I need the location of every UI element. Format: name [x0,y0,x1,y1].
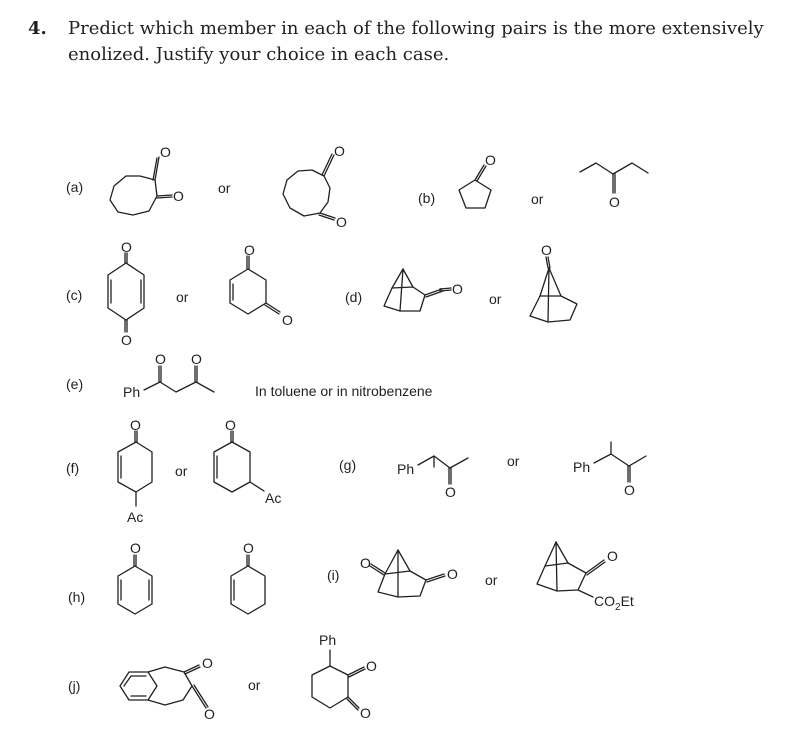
ester-group: $CO_2Et$ [594,593,634,613]
oxygen-atom: O [609,194,620,210]
oxygen-atom: O [155,351,166,367]
oxygen-atom: O [541,242,552,258]
d-norbornanone [530,242,577,322]
or-label: or [507,453,520,469]
i-bicyclic-ketoester [537,542,634,613]
oxygen-atom: O [445,484,456,500]
part-label-f: (f) [66,460,80,476]
oxygen-atom: O [244,242,255,258]
a-cycloheptane-1-4-dione [283,143,347,230]
part-label-j: (j) [68,678,81,694]
oxygen-atom: O [191,351,202,367]
part-label-c: (c) [66,287,83,303]
phenyl-group: Ph [123,384,141,400]
or-label: or [176,289,189,305]
part-label-i: (i) [327,567,340,583]
or-label: or [485,572,498,588]
j-tetralindione [120,655,215,722]
oxygen-atom: O [204,706,215,722]
b-pentan-3-one [580,163,648,210]
part-label-g: (g) [339,457,357,473]
question-number: 4. [28,18,47,39]
question-text: Predict which member in each of the following pairs is the more extensively enolized. Justify your choice in each case. [68,18,764,65]
oxygen-atom: O [130,540,141,556]
oxygen-atom: O [607,548,618,564]
phenyl-group: Ph [319,632,337,648]
oxygen-atom: O [360,705,371,721]
oxygen-atom: O [225,417,236,433]
oxygen-atom: O [452,281,463,297]
c-benzoquinone [108,239,144,348]
part-label-h: (h) [68,589,86,605]
oxygen-atom: O [130,417,141,433]
b-cyclopentanone [459,152,496,208]
h-cyclohexenone-nonconjugated [231,540,265,614]
or-label: or [531,191,544,207]
oxygen-atom: O [243,540,254,556]
or-label: or [489,291,502,307]
part-label-a: (a) [66,179,84,195]
e-phenyl-diketone [123,351,214,400]
f-acetyl-cyclohexenone-2 [214,417,281,506]
oxygen-atom: O [121,332,132,348]
or-label: or [175,463,188,479]
phenyl-group: Ph [397,461,415,477]
or-label: or [218,180,231,196]
j-phenyl-cyclohexanedione [312,632,377,721]
part-label-b: (b) [418,190,436,206]
i-bicyclic-dione [360,550,458,597]
g-phenyl-ketone-1 [397,456,468,500]
oxygen-atom: O [202,655,213,671]
a-cycloheptane-1-3-dione [110,144,184,215]
g-phenyl-ketone-2 [573,442,646,498]
h-cyclohexenone-conjugated [118,540,152,614]
oxygen-atom: O [624,482,635,498]
oxygen-atom: O [485,152,496,168]
oxygen-atom: O [173,188,184,204]
oxygen-atom: O [447,566,458,582]
oxygen-atom: O [360,555,371,571]
or-label: or [248,677,261,693]
oxygen-atom: O [121,239,132,255]
part-label-d: (d) [345,289,363,305]
oxygen-atom: O [334,143,345,159]
c-cyclohexenedione [230,242,293,328]
d-bicyclic-ketone [384,269,463,311]
oxygen-atom: O [160,144,171,160]
part-label-e: (e) [66,376,84,392]
phenyl-group: Ph [573,459,591,475]
acetyl-group: Ac [127,509,144,525]
oxygen-atom: O [366,658,377,674]
f-acetyl-cyclohexenone-1 [118,417,152,525]
oxygen-atom: O [336,214,347,230]
acetyl-group: Ac [265,490,282,506]
solvent-note: In toluene or in nitrobenzene [255,383,433,399]
oxygen-atom: O [282,312,293,328]
